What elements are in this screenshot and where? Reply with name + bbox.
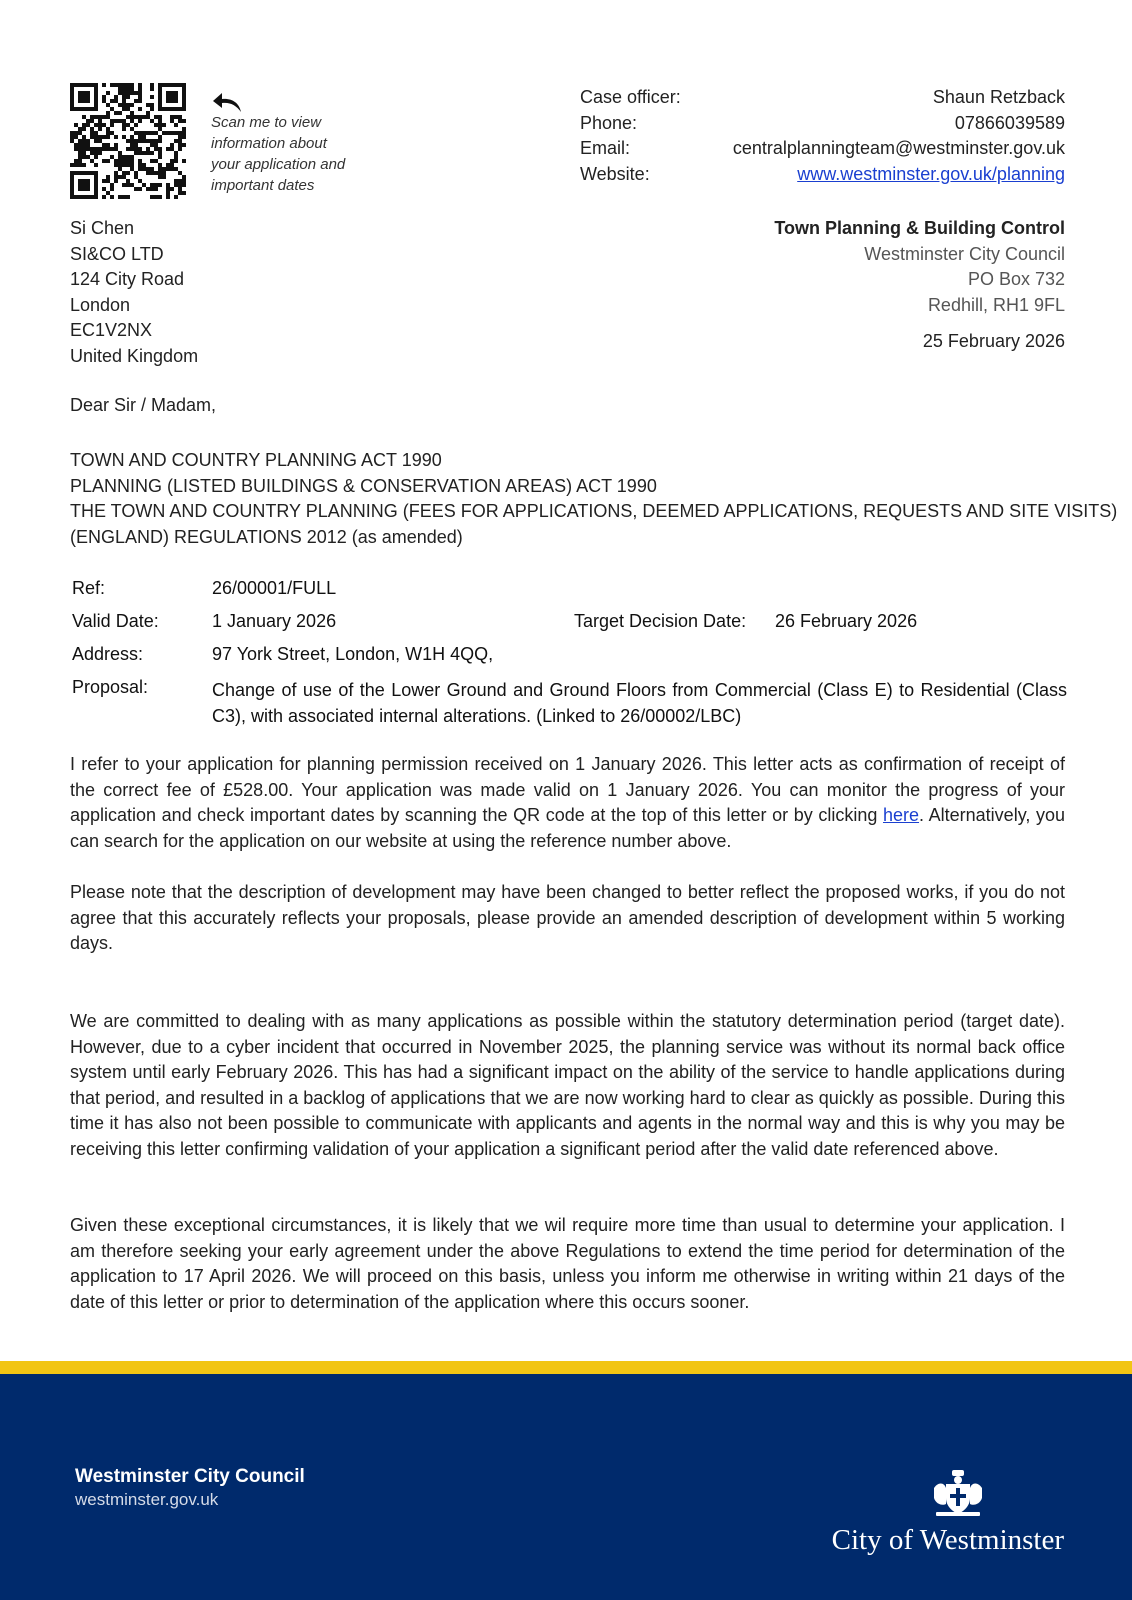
website-link[interactable]: www.westminster.gov.uk/planning [797, 163, 1065, 184]
paragraph-description-note: Please note that the description of development may have been changed to better reflect the proposed works, if you do not agree that this accurately reflects your proposals, please provide an amended description of development within 5 working days. [70, 882, 1065, 954]
qr-caption-line: important dates [211, 177, 315, 194]
legislation-line: THE TOWN AND COUNTRY PLANNING (FEES FOR APPLICATIONS, DEEMED APPLICATIONS, REQUESTS AND SITE VISITS) [70, 501, 1118, 522]
recipient-line: United Kingdom [70, 345, 199, 366]
footer-stripe [0, 1361, 1132, 1374]
curved-arrow-icon [211, 90, 245, 114]
detail-row-proposal [72, 677, 1067, 726]
recipient-line: EC1V2NX [70, 320, 153, 341]
department-line: Westminster City Council [864, 243, 1065, 264]
paragraph-cyber-incident: We are committed to dealing with as many applications as possible within the statutory determination period (target date). However, due to a cyber incident that occurred in November 2025, the planning service was without its normal back office system until early February 2026. This has had a significant impact on the ability of the service to handle applications during that period, and resulted in a backlog of applications that we are now working hard to clear as quickly as possible. During this time it has also not been possible to communicate with applicants and agents in the normal way and this is why you may be receiving this letter confirming validation of your application a significant period after the valid date referenced above. [70, 1011, 1065, 1159]
qr-caption-line: your application and [211, 156, 346, 173]
contact-row-case-officer [580, 85, 1065, 111]
ref-value: 26/00001/FULL [212, 578, 337, 598]
contact-label: Phone: [580, 112, 638, 133]
recipient-line: 124 City Road [70, 269, 185, 290]
city-wordmark: City of Westminster [831, 1524, 1064, 1556]
paragraph-text: I refer to your application for planning permission received on 1 January 2026. This letter acts as confirmation of receipt of the correct fee of £528.00. Your application was made valid on 1 January 2026. You can monitor the progress of your application and check important dates by scanning the QR code at the top of this letter or by clicking [70, 754, 1065, 826]
valid-date-value: 1 January 2026 [212, 611, 337, 631]
here-link[interactable]: here [883, 805, 920, 826]
paragraph-text: . Alternatively, you can search for the application on our website at using the reference number above. [70, 805, 1065, 851]
crest-icon [930, 1468, 986, 1518]
qr-code-icon[interactable] [70, 83, 186, 199]
paragraph-confirmation [70, 752, 1065, 854]
contact-row-website [580, 162, 1065, 188]
email-address: centralplanningteam@westminster.gov.uk [732, 138, 1065, 158]
proposal-label: Proposal: [72, 677, 149, 697]
detail-row-dates [72, 611, 1067, 644]
recipient-line: London [70, 294, 131, 315]
contact-label: Case officer: [580, 87, 681, 107]
valid-date-label: Valid Date: [72, 611, 159, 631]
target-date-label: Target Decision Date: [574, 611, 747, 631]
legislation-line: PLANNING (LISTED BUILDINGS & CONSERVATION AREAS) ACT 1990 [70, 475, 657, 496]
contact-label: Website: [580, 163, 650, 184]
contact-block [580, 85, 1065, 187]
recipient-line: Si Chen [70, 218, 135, 238]
footer-org-url: westminster.gov.uk [75, 1490, 219, 1509]
detail-row-address [72, 644, 1067, 677]
contact-row-email [580, 136, 1065, 162]
legislation-line: (ENGLAND) REGULATIONS 2012 (as amended) [70, 526, 463, 547]
letter-date: 25 February 2026 [922, 331, 1065, 351]
footer-org-name: Westminster City Council [75, 1466, 305, 1487]
qr-caption-line: Scan me to view [211, 114, 322, 131]
recipient-line: SI&CO LTD [70, 243, 164, 264]
proposal-value: Change of use of the Lower Ground and Ground Floors from Commercial (Class E) to Residential (Class C3), with associated internal alterations. (Linked to 26/00002/LBC) [212, 680, 1067, 726]
contact-label: Email: [580, 138, 631, 158]
application-details [72, 578, 1067, 726]
detail-row-ref [72, 578, 1067, 611]
salutation: Dear Sir / Madam, [70, 395, 217, 415]
legislation-line: TOWN AND COUNTRY PLANNING ACT 1990 [70, 450, 442, 470]
department-address [774, 216, 1065, 318]
address-label: Address: [72, 644, 144, 664]
case-officer-name: Shaun Retzback [932, 87, 1065, 107]
phone-number: 07866039589 [954, 112, 1065, 133]
ref-label: Ref: [72, 578, 106, 598]
target-date-value: 26 February 2026 [775, 611, 918, 631]
department-line: PO Box 732 [967, 269, 1065, 290]
footer-brand [75, 1466, 305, 1510]
department-line: Redhill, RH1 9FL [927, 294, 1065, 315]
qr-caption [211, 112, 371, 196]
department-title: Town Planning & Building Control [774, 218, 1065, 238]
address-value: 97 York Street, London, W1H 4QQ, [212, 644, 494, 664]
contact-row-phone [580, 111, 1065, 137]
legislation-list [70, 448, 1118, 550]
recipient-address [70, 216, 198, 370]
qr-caption-line: information about [211, 135, 327, 152]
paragraph-extension-request: Given these exceptional circumstances, it is likely that we wil require more time than usual to determine your application. I am therefore seeking your early agreement under the above Regulations to extend the time period for determination of the application to 17 April 2026. We will proceed on this basis, unless you inform me otherwise in writing within 21 days of the date of this letter or prior to determination of the application where this occurs sooner. [70, 1215, 1065, 1312]
